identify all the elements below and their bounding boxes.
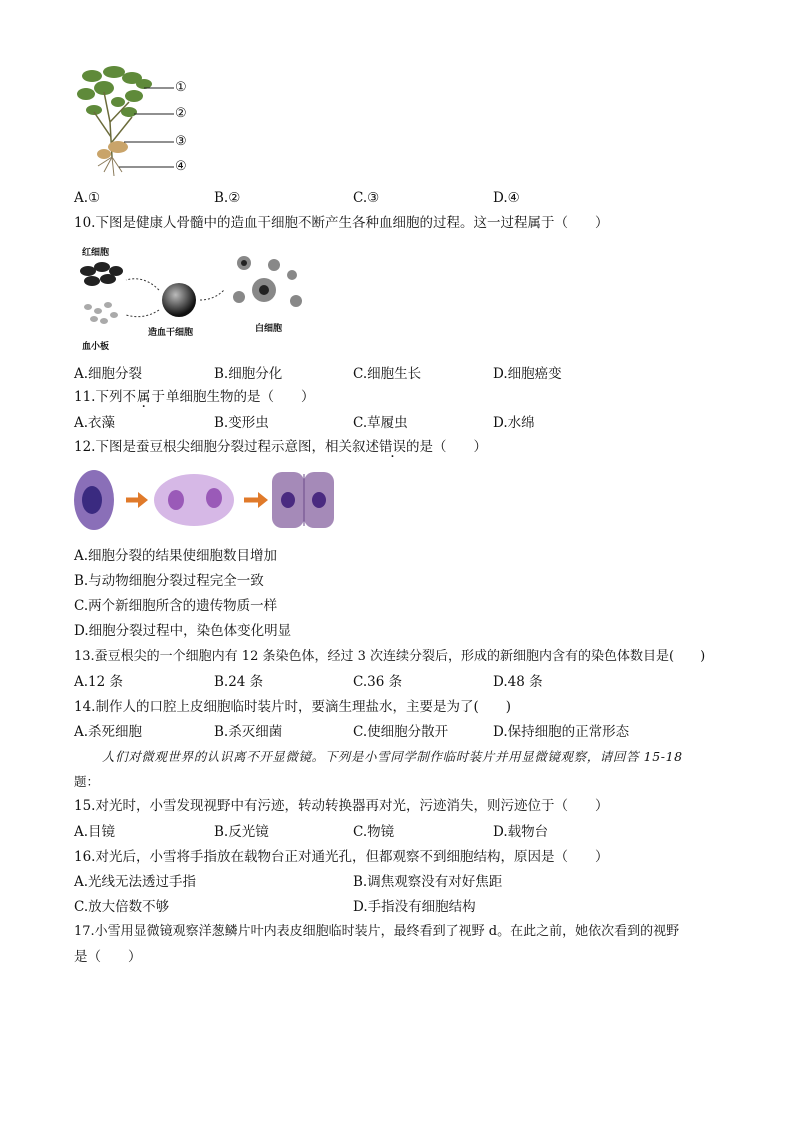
- q16-option-b[interactable]: B.调焦观察没有对好焦距: [353, 874, 503, 890]
- q12-option-d[interactable]: D.细胞分裂过程中，染色体变化明显: [74, 623, 292, 639]
- q14-options: [74, 722, 734, 742]
- intro-line-2: 题：: [74, 774, 100, 789]
- marker-3: ③: [175, 134, 187, 149]
- cell-division-figure: [74, 468, 336, 532]
- q14-option-b[interactable]: B.杀灭细菌: [214, 724, 283, 740]
- q11-stem-post: 单细胞生物的是（ ）: [165, 389, 315, 405]
- marker-4: ④: [175, 159, 187, 174]
- q15-option-c[interactable]: C.物镜: [353, 824, 395, 840]
- q14-option-a[interactable]: A.杀死细胞: [74, 724, 143, 740]
- q10-option-c[interactable]: C.细胞生长: [353, 366, 422, 382]
- q11-option-b[interactable]: B.变形虫: [214, 415, 269, 431]
- q16-options-row-2: [74, 897, 734, 917]
- q10-option-d[interactable]: D.细胞癌变: [493, 366, 562, 382]
- q11-stem-pre: 11.下列: [74, 389, 123, 405]
- q13-option-b[interactable]: B.24 条: [214, 674, 264, 690]
- q15-option-a[interactable]: A.目镜: [74, 824, 116, 840]
- q17-stem-line-2: 是（ ）: [74, 949, 142, 965]
- q16-options-row-1: [74, 872, 734, 892]
- q14-option-c[interactable]: C.使细胞分散开: [353, 724, 449, 740]
- q10-stem: 10.下图是健康人骨髓中的造血干细胞不断产生各种血细胞的过程。这一过程属于（ ）: [74, 215, 609, 231]
- cell-division-illustration: [74, 468, 336, 532]
- plant-figure: [74, 62, 204, 180]
- q12-option-a[interactable]: A.细胞分裂的结果使细胞数目增加: [74, 548, 278, 564]
- q15-option-d[interactable]: D.载物台: [493, 824, 549, 840]
- q15-options: [74, 822, 734, 842]
- blood-cell-figure: [74, 245, 314, 355]
- q13-option-c[interactable]: C.36 条: [353, 674, 403, 690]
- q12-stem: [74, 437, 487, 457]
- label-rbc: 红细胞: [82, 248, 110, 258]
- q13-stem: 13.蚕豆根尖的一个细胞内有 12 条染色体，经过 3 次连续分裂后，形成的新细胞内含有的染色体数目是( ): [74, 649, 706, 664]
- q10-option-a[interactable]: A.细胞分裂: [74, 366, 143, 382]
- q12-option-b[interactable]: B.与动物细胞分裂过程完全一致: [74, 573, 264, 589]
- q12-stem-emphasis: 错误: [378, 439, 406, 455]
- label-wbc: 白细胞: [255, 324, 283, 334]
- q15-stem: 15.对光时，小雪发现视野中有污迹，转动转换器再对光，污迹消失，则污迹位于（ ）: [74, 798, 609, 814]
- label-platelet: 血小板: [82, 342, 110, 352]
- q9-option-b[interactable]: B.②: [214, 190, 241, 206]
- q12-stem-post: 的是（ ）: [405, 439, 487, 455]
- q9-option-a[interactable]: A.①: [74, 190, 101, 206]
- q13-option-a[interactable]: A.12 条: [74, 674, 124, 690]
- q16-option-c[interactable]: C.放大倍数不够: [74, 899, 170, 915]
- intro-line-1: 人们对微观世界的认识离不开显微镜。下列是小雪同学制作临时装片并用显微镜观察，请回答 15-18: [102, 749, 683, 764]
- marker-1: ①: [175, 80, 187, 95]
- q12-option-c[interactable]: C.两个新细胞所含的遗传物质一样: [74, 598, 278, 614]
- q11-options: [74, 413, 734, 433]
- q11-option-a[interactable]: A.衣藻: [74, 415, 116, 431]
- q11-option-d[interactable]: D.水绵: [493, 415, 535, 431]
- q9-options: [74, 188, 734, 208]
- q9-option-c[interactable]: C.③: [353, 190, 380, 206]
- q16-stem: 16.对光后，小雪将手指放在载物台正对通光孔，但都观察不到细胞结构，原因是（ ）: [74, 849, 609, 865]
- q14-option-d[interactable]: D.保持细胞的正常形态: [493, 724, 630, 740]
- q16-option-d[interactable]: D.手指没有细胞结构: [353, 899, 476, 915]
- q11-stem-emphasis: 不属于: [122, 389, 166, 405]
- q16-option-a[interactable]: A.光线无法透过手指: [74, 874, 197, 890]
- q9-option-d[interactable]: D.④: [493, 190, 520, 206]
- q17-stem-line-1: 17.小雪用显微镜观察洋葱鳞片叶内表皮细胞临时装片，最终看到了视野 d。在此之前，她依次看到的视野: [74, 924, 680, 939]
- q10-options: [74, 364, 734, 384]
- q10-option-b[interactable]: B.细胞分化: [214, 366, 283, 382]
- q11-stem: [74, 387, 314, 407]
- q15-option-b[interactable]: B.反光镜: [214, 824, 269, 840]
- q13-options: [74, 672, 734, 692]
- q14-stem: 14.制作人的口腔上皮细胞临时装片时，要滴生理盐水，主要是为了( ): [74, 699, 512, 715]
- q11-option-c[interactable]: C.草履虫: [353, 415, 408, 431]
- q13-option-d[interactable]: D.48 条: [493, 674, 543, 690]
- label-stem-cell: 造血干细胞: [148, 328, 194, 338]
- blood-cell-illustration: [74, 245, 314, 355]
- marker-2: ②: [175, 106, 187, 121]
- q12-stem-pre: 12.下图是蚕豆根尖细胞分裂过程示意图，相关叙述: [74, 439, 379, 455]
